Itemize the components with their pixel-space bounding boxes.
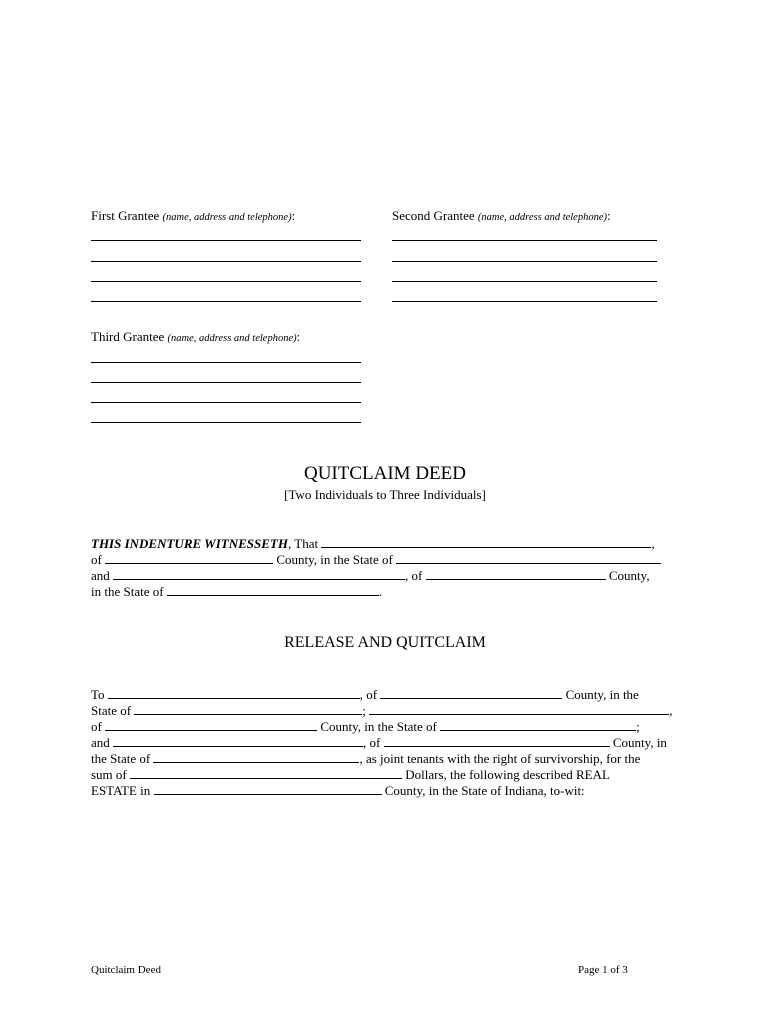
first-grantee-line-1[interactable] bbox=[91, 240, 361, 241]
first-grantee-note: (name, address and telephone) bbox=[162, 212, 292, 223]
release-line-3: of County, in the State of ; bbox=[91, 719, 640, 734]
first-grantee-state-blank[interactable] bbox=[134, 703, 362, 715]
second-grantee-line-1[interactable] bbox=[392, 240, 657, 241]
release-heading: RELEASE AND QUITCLAIM bbox=[284, 634, 486, 651]
first-grantee-line-2[interactable] bbox=[91, 261, 361, 262]
third-grantee-line-2[interactable] bbox=[91, 382, 361, 383]
first-grantee-line-4[interactable] bbox=[91, 301, 361, 302]
second-grantor-name-blank[interactable] bbox=[113, 568, 405, 580]
document-subtitle: [Two Individuals to Three Individuals] bbox=[284, 487, 486, 502]
indenture-line-3: and , of County, bbox=[91, 568, 650, 583]
footer-page-number: Page 1 of 3 bbox=[578, 964, 628, 976]
second-grantee-county-blank[interactable] bbox=[105, 719, 317, 731]
third-grantee-note: (name, address and telephone) bbox=[167, 333, 297, 344]
second-grantor-state-blank[interactable] bbox=[167, 584, 379, 596]
third-grantee-line-4[interactable] bbox=[91, 422, 361, 423]
third-grantee-county-blank[interactable] bbox=[384, 735, 610, 747]
indenture-line-2: of County, in the State of bbox=[91, 552, 661, 568]
release-line-5: the State of , as joint tenants with the right of survivorship, for the bbox=[91, 751, 641, 766]
indenture-line-4: in the State of . bbox=[91, 584, 383, 599]
consideration-amount-blank[interactable] bbox=[130, 767, 402, 779]
grantor-state-blank[interactable] bbox=[396, 552, 661, 564]
third-grantee-name-blank[interactable] bbox=[113, 735, 363, 747]
third-grantee-state-blank[interactable] bbox=[153, 751, 359, 763]
second-grantee-note: (name, address and telephone) bbox=[477, 212, 608, 223]
third-grantee-line-1[interactable] bbox=[91, 362, 361, 363]
document-title: QUITCLAIM DEED bbox=[303, 463, 466, 484]
third-grantee-label: Third Grantee (name, address and telephone): bbox=[91, 329, 301, 344]
first-grantee-county-blank[interactable] bbox=[380, 687, 562, 699]
release-line-6: sum of Dollars, the following described REAL bbox=[91, 767, 610, 782]
footer-document-name: Quitclaim Deed bbox=[91, 964, 161, 976]
second-grantee-line-3[interactable] bbox=[392, 281, 657, 282]
second-grantee-state-blank[interactable] bbox=[440, 719, 636, 731]
second-grantor-county-blank[interactable] bbox=[426, 568, 606, 580]
release-line-4: and , of County, in bbox=[91, 735, 667, 750]
release-line-1: To , of County, in the bbox=[91, 687, 639, 702]
grantor-name-blank[interactable] bbox=[321, 536, 651, 548]
second-grantee-line-2[interactable] bbox=[392, 261, 657, 262]
indenture-line-1: THIS INDENTURE WITNESSETH, That , bbox=[91, 536, 655, 551]
indenture-lead: THIS INDENTURE WITNESSETH bbox=[91, 536, 288, 551]
second-grantee-line-4[interactable] bbox=[392, 301, 657, 302]
release-line-7: ESTATE in County, in the State of Indiana, to-wit: bbox=[91, 783, 585, 798]
first-grantee-name-blank[interactable] bbox=[108, 687, 360, 699]
first-grantee-line-3[interactable] bbox=[91, 281, 361, 282]
second-grantee-label: Second Grantee (name, address and telephone): bbox=[392, 208, 611, 223]
first-grantee-label: First Grantee (name, address and telephone): bbox=[91, 208, 296, 223]
release-line-2: State of ; , bbox=[91, 703, 673, 718]
third-grantee-line-3[interactable] bbox=[91, 402, 361, 403]
grantor-county-blank[interactable] bbox=[105, 552, 273, 564]
second-grantee-name-blank[interactable] bbox=[369, 703, 669, 715]
property-county-blank[interactable] bbox=[154, 783, 382, 795]
